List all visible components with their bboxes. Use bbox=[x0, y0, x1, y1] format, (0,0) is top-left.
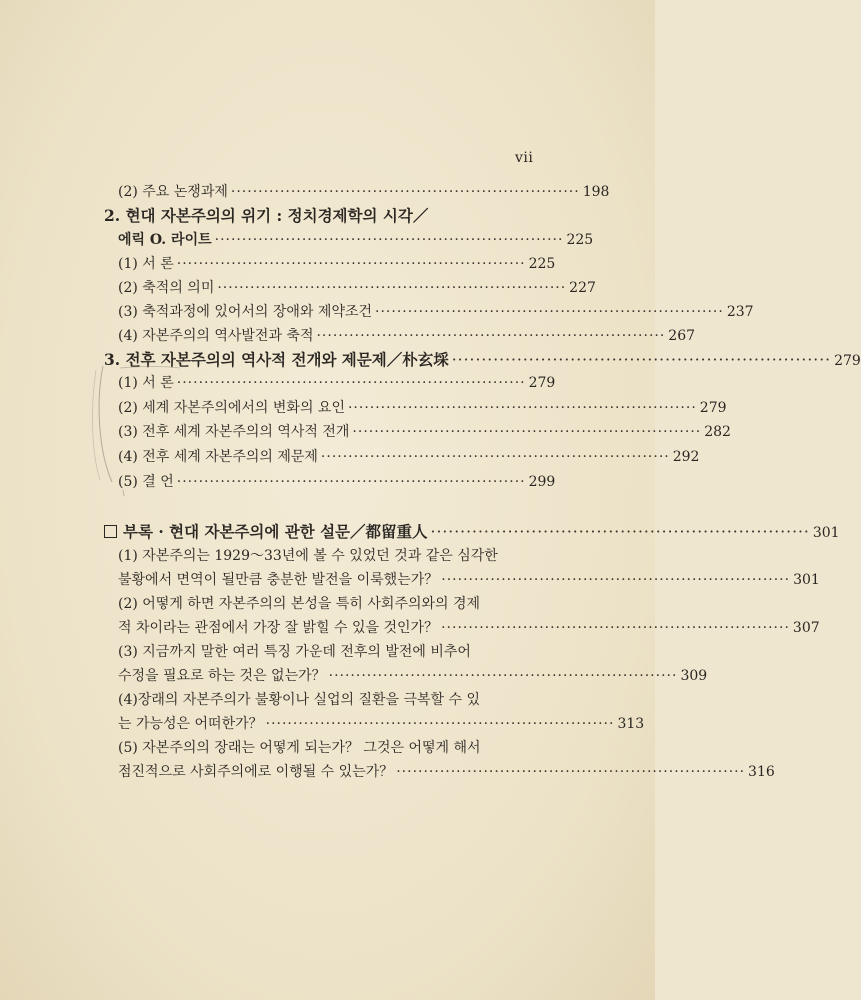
toc-entry-text: (3) 전후 세계 자본주의의 역사적 전개 bbox=[118, 424, 350, 440]
toc-entry-page: 279 bbox=[699, 400, 727, 416]
dot-leader: ································································ bbox=[451, 351, 832, 369]
toc-entry-page: 279 bbox=[834, 353, 861, 369]
appendix-item-line: (2) 어떻게 하면 자본주의의 본성을 특히 사회주의와의 경제 bbox=[118, 596, 481, 612]
toc-entry bbox=[118, 372, 556, 392]
toc-entry-page: 237 bbox=[726, 304, 754, 320]
toc-entry bbox=[118, 446, 700, 466]
section-heading: 2. 현대 자본주의의 위기 : 정치경제학의 시각／ bbox=[104, 206, 429, 225]
dot-leader: ································································ bbox=[441, 620, 790, 636]
appendix-page: 301 bbox=[812, 525, 840, 541]
appendix-item-line: 적 차이라는 관점에서 가장 잘 밝힐 수 있을 것인가？ bbox=[118, 620, 439, 636]
toc-entry bbox=[118, 471, 556, 491]
toc-entry-page: 292 bbox=[672, 449, 700, 465]
appendix-item-line: 수정을 필요로 하는 것은 없는가？ bbox=[118, 668, 326, 684]
toc-entry-text: 3. 전후 자본주의의 역사적 전개와 제문제／朴玄埰 bbox=[104, 350, 449, 369]
dot-leader: ································································ bbox=[176, 256, 526, 272]
toc-entry-text: (1) 서 론 bbox=[118, 375, 174, 391]
dot-leader: ································································ bbox=[217, 280, 567, 296]
toc-entry-text: (4) 전후 세계 자본주의의 제문제 bbox=[118, 449, 318, 465]
toc-entry bbox=[118, 181, 610, 201]
toc-entry-text: (3) 축적과정에 있어서의 장애와 제약조건 bbox=[118, 304, 373, 320]
toc-entry-page: 282 bbox=[704, 424, 731, 440]
dot-leader: ································································ bbox=[396, 764, 746, 780]
toc-entry bbox=[118, 229, 594, 249]
pencil-bracket bbox=[99, 366, 112, 482]
appendix-item-line: (1) 자본주의는 1929～33년에 볼 수 있었던 것과 같은 심각한 bbox=[118, 548, 498, 564]
appendix-item-line: (3) 지금까지 말한 여러 특징 가운데 전후의 발전에 비추어 bbox=[118, 644, 471, 660]
toc-entry-text: (2) 세계 자본주의에서의 변화의 요인 bbox=[118, 400, 345, 416]
toc-entry-text: (5) 결 언 bbox=[118, 474, 174, 490]
dot-leader: ································································ bbox=[328, 668, 678, 684]
toc-entry-text: (4) 자본주의의 역사발전과 축적 bbox=[118, 328, 314, 344]
toc-entry-page: 279 bbox=[528, 375, 556, 391]
toc-entry-text: (1) 서 론 bbox=[118, 256, 174, 272]
appendix-item-line: 불황에서 면역이 될만큼 충분한 발전을 이룩했는가？ bbox=[118, 572, 439, 588]
toc-entry-text: 에릭 O. 라이트 bbox=[118, 232, 212, 248]
dot-leader: ································································ bbox=[352, 424, 702, 440]
toc-entry-page: 225 bbox=[566, 232, 594, 248]
appendix-item-line: 는 가능성은 어떠한가？ bbox=[118, 716, 263, 732]
appendix-item-entry bbox=[118, 665, 708, 685]
dot-leader: ································································ bbox=[230, 184, 580, 200]
appendix-item-page: 316 bbox=[748, 764, 775, 780]
appendix-item-line: 점진적으로 사회주의에로 이행될 수 있는가？ bbox=[118, 764, 394, 780]
toc-entry bbox=[118, 253, 556, 273]
dot-leader: ································································ bbox=[430, 523, 810, 541]
appendix-item-page: 309 bbox=[680, 668, 708, 684]
appendix-heading bbox=[104, 520, 840, 542]
toc-entry-page: 227 bbox=[569, 280, 596, 296]
appendix-item-entry bbox=[118, 761, 775, 781]
toc-entry-text: (2) 축적의 의미 bbox=[118, 280, 215, 296]
appendix-item-page: 301 bbox=[793, 572, 820, 588]
dot-leader: ································································ bbox=[265, 716, 615, 732]
toc-entry-page: 225 bbox=[528, 256, 556, 272]
toc-entry bbox=[118, 325, 696, 345]
appendix-item-line: (4)장래의 자본주의가 불황이나 실업의 질환을 극복할 수 있 bbox=[118, 692, 481, 708]
appendix-item-line: (5) 자본주의의 장래는 어떻게 되는가？ 그것은 어떻게 해서 bbox=[118, 740, 481, 756]
toc-entry bbox=[118, 277, 596, 297]
appendix-item-page: 307 bbox=[792, 620, 820, 636]
toc-entry bbox=[118, 421, 731, 441]
dot-leader: ································································ bbox=[441, 572, 791, 588]
page-number: vii bbox=[515, 150, 534, 166]
toc-entry-page: 299 bbox=[528, 474, 556, 490]
appendix-item-page: 313 bbox=[617, 716, 645, 732]
appendix-item-entry bbox=[118, 713, 645, 733]
dot-leader: ································································ bbox=[316, 328, 666, 344]
dot-leader: ································································ bbox=[176, 474, 526, 490]
dot-leader: ································································ bbox=[214, 232, 564, 248]
pencil-bracket-2 bbox=[93, 370, 100, 480]
appendix-title bbox=[104, 520, 428, 542]
toc-entry bbox=[118, 301, 754, 321]
dot-leader: ································································ bbox=[320, 449, 670, 465]
toc-entry-page: 198 bbox=[582, 184, 610, 200]
toc-entry-page: 267 bbox=[668, 328, 696, 344]
dot-leader: ································································ bbox=[176, 375, 526, 391]
appendix-title-text: 부록 · 현대 자본주의에 관한 설문／都留重人 bbox=[123, 522, 428, 541]
section-heading-entry bbox=[104, 348, 861, 370]
appendix-item-entry bbox=[118, 617, 820, 637]
dot-leader: ································································ bbox=[375, 304, 724, 320]
toc-entry-text: (2) 주요 논쟁과제 bbox=[118, 184, 228, 200]
toc-entry bbox=[118, 397, 727, 417]
checkbox-square-icon bbox=[104, 525, 117, 538]
appendix-item-entry bbox=[118, 569, 820, 589]
dot-leader: ································································ bbox=[347, 400, 697, 416]
